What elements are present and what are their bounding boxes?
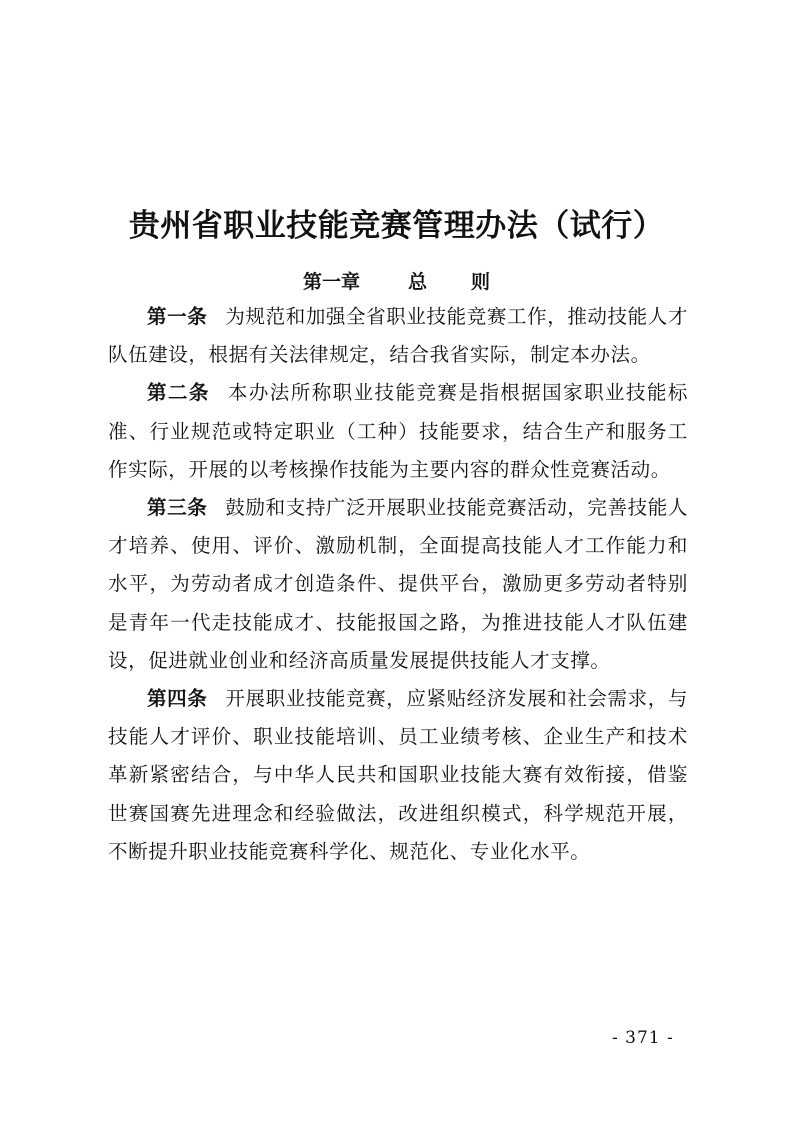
- article-number: 第四条: [147, 687, 208, 711]
- article-text: 为规范和加强全省职业技能竞赛工作，推动技能人才队伍建设，根据有关法律规定，结合我省实际，制定本办法。: [108, 305, 688, 367]
- article-text: 开展职业技能竞赛，应紧贴经济发展和社会需求，与技能人才评价、职业技能培训、员工业绩考核、企业生产和技术革新紧密结合，与中华人民共和国职业技能大赛有效衔接，借鉴世赛国赛先进理念和经验做法，改进组织模式，科学规范开展，不断提升职业技能竞赛科学化、规范化、专业化水平。: [108, 687, 688, 863]
- chapter-number: 第一章: [302, 271, 360, 293]
- article-number: 第一条: [147, 305, 208, 328]
- article-4: [108, 680, 688, 871]
- page-number: - 371 -: [612, 1028, 674, 1048]
- chapter-heading: [0, 264, 793, 300]
- chapter-name-part2: 则: [471, 271, 491, 293]
- chapter-name-part1: 总: [407, 271, 427, 293]
- article-1: [108, 298, 688, 374]
- article-2: [108, 374, 688, 489]
- document-body: [108, 298, 688, 871]
- document-title: 贵州省职业技能竞赛管理办法（试行）: [128, 207, 665, 244]
- article-3: [108, 489, 688, 680]
- article-number: 第二条: [147, 381, 210, 405]
- article-number: 第三条: [147, 496, 208, 520]
- article-text: 鼓励和支持广泛开展职业技能竞赛活动，完善技能人才培养、使用、评价、激励机制，全面提高技能人才工作能力和水平，为劳动者成才创造条件、提供平台，激励更多劳动者特别是青年一代走技能成才、技能报国之路，为推进技能人才队伍建设，促进就业创业和经济高质量发展提供技能人才支撑。: [108, 496, 688, 672]
- article-text: 本办法所称职业技能竞赛是指根据国家职业技能标准、行业规范或特定职业（工种）技能要求，结合生产和服务工作实际，开展的以考核操作技能为主要内容的群众性竞赛活动。: [108, 381, 688, 481]
